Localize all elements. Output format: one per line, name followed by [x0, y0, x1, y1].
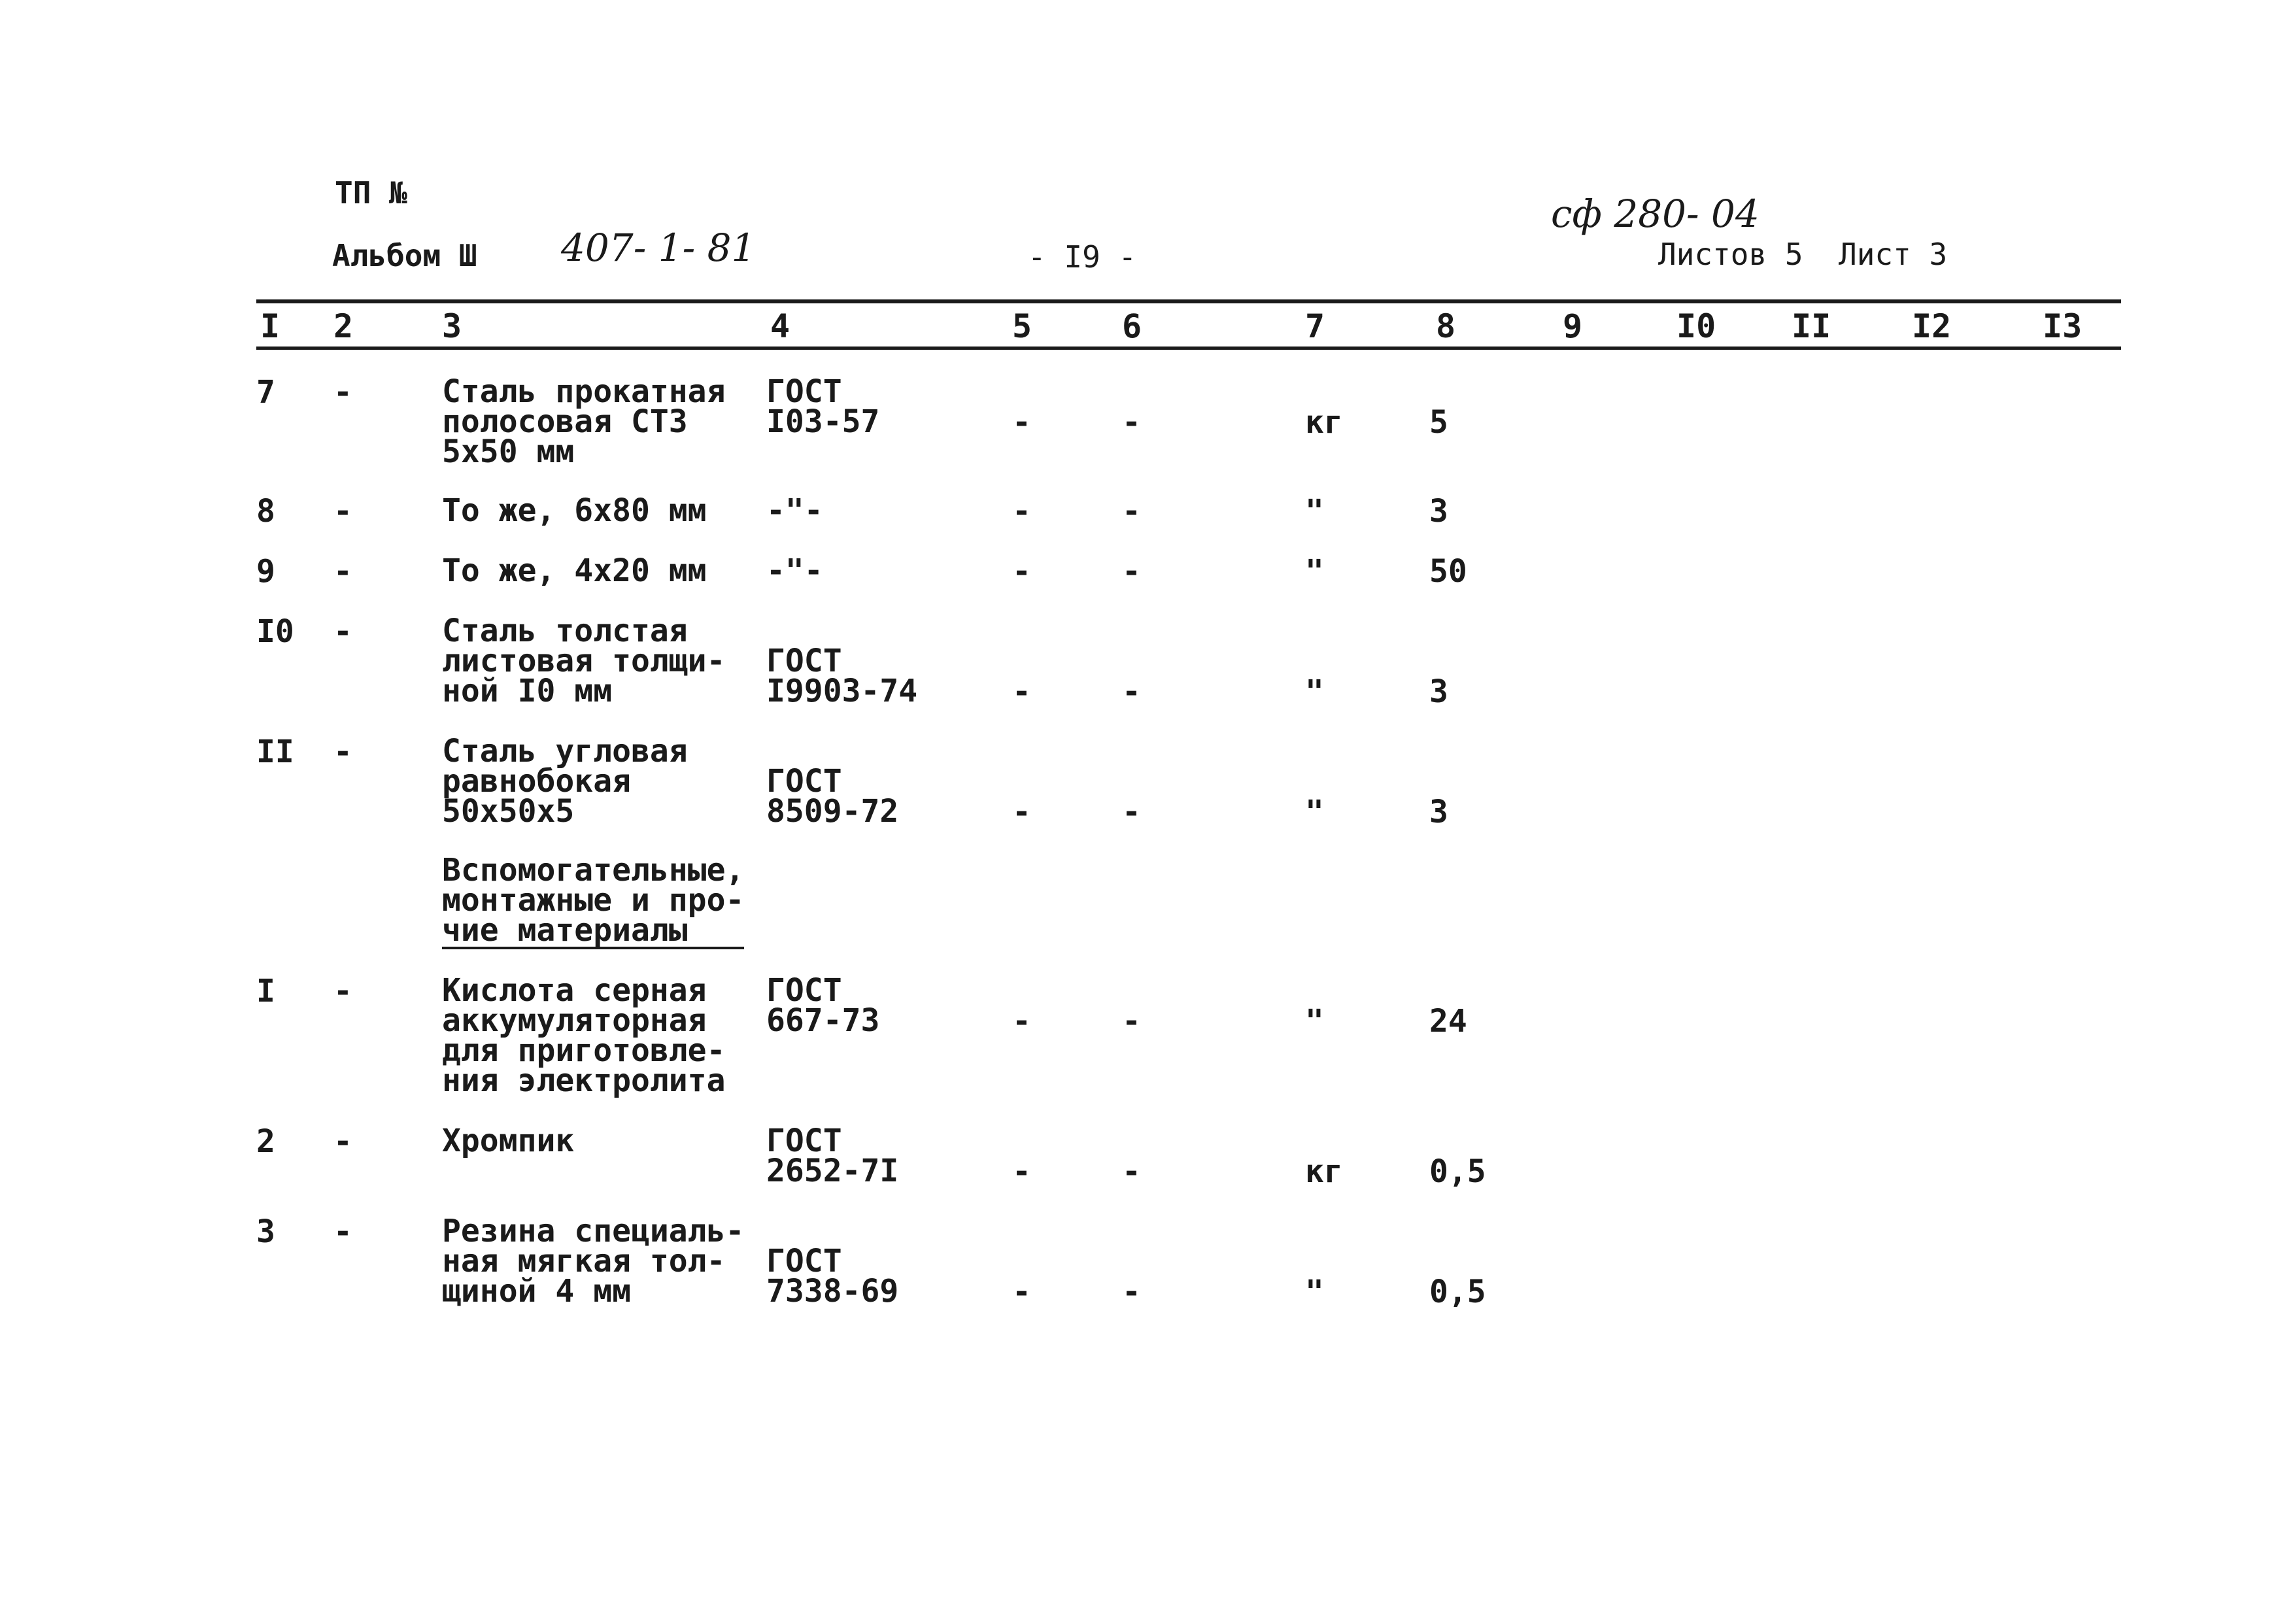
page-number: - I9 - [1028, 239, 1137, 275]
section-heading: Вспомогательные, монтажные и про- чие материалы [442, 852, 745, 949]
item-description: Сталь толстая листовая толщи- ной I0 мм [442, 613, 726, 709]
quantity: 3 [1429, 673, 1448, 710]
column-number: 6 [1122, 307, 1142, 345]
col6-value: - [1122, 1003, 1141, 1040]
column-number: 7 [1305, 307, 1325, 345]
item-standard: ГОСТ 2652-7I [766, 1123, 899, 1189]
table-header-rule [256, 347, 2121, 350]
item-dash: - [333, 374, 352, 411]
unit: " [1305, 1003, 1324, 1040]
column-number: 5 [1012, 307, 1032, 345]
unit: " [1305, 1274, 1324, 1310]
item-standard: ГОСТ I9903-74 [766, 643, 918, 709]
column-number: 9 [1563, 307, 1583, 345]
unit: кг [1305, 1153, 1343, 1190]
unit: " [1305, 493, 1324, 530]
item-dash: - [333, 553, 352, 590]
quantity: 3 [1429, 794, 1448, 830]
item-dash: - [333, 973, 352, 1009]
item-number: 8 [256, 493, 275, 530]
col5-value: - [1012, 1274, 1031, 1310]
item-description: Хромпик [442, 1123, 575, 1159]
album-number-handwritten: 407- 1- 81 [561, 226, 756, 270]
code-handwritten: сф 280- 04 [1551, 192, 1760, 236]
col5-value: - [1012, 553, 1031, 590]
col6-value: - [1122, 404, 1141, 441]
item-standard: ГОСТ 8509-72 [766, 763, 899, 830]
item-dash: - [333, 613, 352, 650]
item-number: 2 [256, 1123, 275, 1160]
col5-value: - [1012, 794, 1031, 830]
item-number: I [256, 973, 275, 1009]
item-number: 9 [256, 553, 275, 590]
column-number: I0 [1676, 307, 1716, 345]
item-description: Резина специаль- ная мягкая тол- щиной 4 мм [442, 1213, 745, 1310]
unit: " [1305, 794, 1324, 830]
item-number: I0 [256, 613, 294, 650]
column-number: 3 [442, 307, 462, 345]
quantity: 24 [1429, 1003, 1467, 1040]
item-dash: - [333, 734, 352, 770]
tp-label: ТП № [335, 175, 407, 211]
sheets-total: Листов 5 [1658, 237, 1803, 272]
item-number: 7 [256, 374, 275, 411]
col6-value: - [1122, 673, 1141, 710]
quantity: 3 [1429, 493, 1448, 530]
item-description: Сталь угловая равнобокая 50х50х5 [442, 733, 688, 830]
item-description: Сталь прокатная полосовая СТЗ 5х50 мм [442, 373, 726, 470]
quantity: 50 [1429, 553, 1467, 590]
sheet-current: Лист 3 [1839, 237, 1948, 272]
quantity: 5 [1429, 404, 1448, 441]
item-dash: - [333, 1213, 352, 1250]
item-standard: ГОСТ 7338-69 [766, 1243, 899, 1310]
col6-value: - [1122, 493, 1141, 530]
column-number: II [1792, 307, 1831, 345]
album-label: Альбом Ш [332, 238, 477, 273]
unit: " [1305, 553, 1324, 590]
column-number: I2 [1912, 307, 1952, 345]
column-number: 2 [333, 307, 354, 345]
col5-value: - [1012, 1003, 1031, 1040]
col6-value: - [1122, 553, 1141, 590]
item-description: Кислота серная аккумуляторная для приготовле- ния электролита [442, 972, 726, 1099]
item-standard: -"- [766, 492, 823, 529]
item-number: II [256, 734, 294, 770]
quantity: 0,5 [1429, 1274, 1486, 1310]
column-number: 4 [770, 307, 790, 345]
item-standard: -"- [766, 552, 823, 589]
col5-value: - [1012, 493, 1031, 530]
column-number: I [260, 307, 280, 345]
unit: кг [1305, 404, 1343, 441]
table-top-rule [256, 299, 2121, 303]
col5-value: - [1012, 673, 1031, 710]
column-number: 8 [1436, 307, 1456, 345]
unit: " [1305, 673, 1324, 710]
col5-value: - [1012, 404, 1031, 441]
col6-value: - [1122, 1274, 1141, 1310]
col6-value: - [1122, 1153, 1141, 1190]
item-number: 3 [256, 1213, 275, 1250]
col5-value: - [1012, 1153, 1031, 1190]
item-dash: - [333, 493, 352, 530]
quantity: 0,5 [1429, 1153, 1486, 1190]
item-standard: ГОСТ 667-73 [766, 972, 880, 1039]
col6-value: - [1122, 794, 1141, 830]
item-standard: ГОСТ I03-57 [766, 373, 880, 440]
column-number: I3 [2043, 307, 2082, 345]
item-description: То же, 4х20 мм [442, 552, 707, 589]
item-description: То же, 6х80 мм [442, 492, 707, 529]
item-dash: - [333, 1123, 352, 1160]
